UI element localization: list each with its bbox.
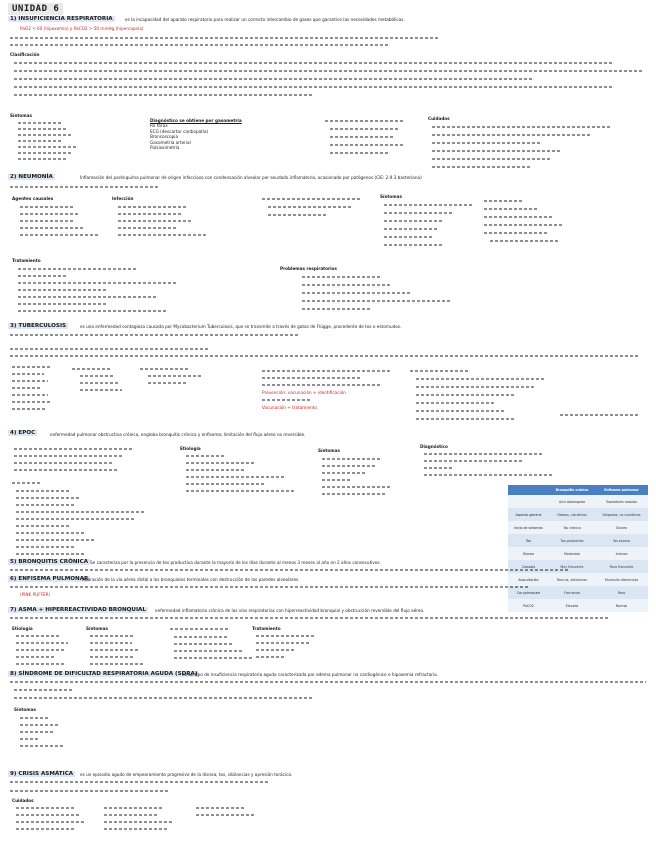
table-cell: Sopladores rosados [595,495,648,508]
section-4-etiologia: Etiología [180,446,201,451]
section-1-heading: 1) INSUFICIENCIA RESPIRATORIA [10,16,113,22]
section-6-heading: 6) ENFISEMA PULMONAR [10,576,89,582]
table-header-row [508,485,648,495]
table-cell: Normal [595,599,648,612]
diag-item: Rx tórax [150,123,168,129]
section-2-heading: 2) NEUMONÍA [10,174,53,180]
table-cell: Murmullo disminuido [595,573,648,586]
comparison-table [508,485,648,612]
table-cell: Auscultación [508,573,549,586]
section-9-heading: 9) CRISIS ASMÁTICA [10,771,74,777]
section-5-heading: 5) BRONQUITIS CRÓNICA [10,559,89,565]
section-1-clasificacion: Clasificación [10,52,40,57]
section-8-sintomas: Síntomas [14,707,36,712]
section-2-sintomas: Síntomas [380,194,402,199]
section-8-text: es un tipo de insuficiencia respiratoria aguda caracterizada por edema pulmonar no cardiogénico e hipoxemia refractaria. [182,672,439,677]
table-cell [508,495,549,508]
section-3-intro: es una enfermedad contagiosa causada por Mycobacterium Tuberculosis, que se transmite a través de gotas de Flügge, procedente de tos o estornudos. [80,324,402,329]
section-1-red-note: PaO2 < 60 (hipoxemia) y PaCO2 > 50 mmHg (hipercapnia) [20,26,144,31]
table-header-cell [508,485,549,495]
table-cell: Disnea [508,547,549,560]
table-cell: Obesos, cianóticos [549,508,595,521]
section-7-tratamiento: Tratamiento [252,626,281,631]
section-7-sintomas: Síntomas [86,626,108,631]
diag-item: ECG (descartar cardiopatía) [150,128,209,134]
table-row [508,495,648,508]
table-cell: Roncus, sibilancias [549,573,595,586]
section-6-text: Alteración de la vía aérea distal a los bronquiolos terminales con destrucción de las paredes alveolares. [82,577,300,582]
section-6-red: (PINK PUFFER) [20,592,51,597]
section-4-diagnostico: Diagnóstico [420,444,448,449]
table-row [508,534,648,547]
table-cell: Frecuente [549,586,595,599]
table-cell: Azul abotargado [549,495,595,508]
table-cell: Poco frecuente [595,560,648,573]
table-row [508,547,648,560]
diag-item: Gasometría arterial [150,139,191,145]
table-cell: Tos escasa [595,534,648,547]
table-cell: Intensa [595,547,648,560]
table-cell: Tos crónica [549,521,595,534]
table-cell: Cianosis [508,560,549,573]
section-9-cuidados: Cuidados [12,798,34,803]
section-3-prevencion: Prevención: vacunación + identificación [262,390,346,395]
page-title: UNIDAD 6 [8,3,63,15]
table-cell: Moderada [549,547,595,560]
diag-item: Broncoscopia [150,134,179,140]
section-3-prevencion-2: Vacunación + tratamiento [262,405,317,410]
table-cell: Delgados, no cianóticos [595,508,648,521]
section-3-heading: 3) TUBERCULOSIS [10,323,67,329]
section-4-intro: enfermedad pulmonar obstructiva crónica, engloba bronquitis crónica y enfisema; limitación del flujo aéreo no reversible. [50,432,306,437]
table-cell: Elevada [549,599,595,612]
table-row [508,521,648,534]
section-2-tratamiento: Tratamiento [12,258,41,263]
section-5-text: Se caracteriza por la presencia de tos productiva durante la mayoría de los días durante al menos 3 meses al año en 2 años consecutivos. [90,560,381,565]
section-4-heading: 4) EPOC [10,430,36,436]
section-2-agentes: Agentes causales [12,196,54,201]
section-1-diagnostico: Diagnóstico se obtiene por gasometría Rx tórax ECG (descartar cardiopatía) Broncoscopia Gasometría arterial Pulsioximetría [150,118,310,150]
section-9-text: es un episodio agudo de empeoramiento progresivo de la disnea, tos, sibilancias y opresión torácica. [80,772,293,777]
table-cell: Tos [508,534,549,547]
section-2-intro: Inflamación del parénquima pulmonar de origen infeccioso con condensación alveolar por exudado inflamatorio, ocasionado por patógenos (CIE: 2.9.3 bacteriana) [80,175,422,180]
table-cell: Aspecto general [508,508,549,521]
table-cell: Cor pulmonale [508,586,549,599]
table-cell: Disnea [595,521,648,534]
section-2-infeccion: Infección [112,196,134,201]
section-7-text: enfermedad inflamatoria crónica de las vías respiratorias con hiperreactividad bronquial y obstrucción reversible del flujo aéreo. [155,608,425,613]
section-1-sintomas: Síntomas [10,113,32,118]
table-cell: Tos productiva [549,534,595,547]
section-1-cuidados: Cuidados [428,116,450,121]
section-1-intro: es la incapacidad del aparato respiratorio para realizar un correcto intercambio de gases que garantice las necesidades metabólicas. [125,17,405,22]
section-7-heading: 7) ASMA + HIPERREACTIVIDAD BRONQUIAL [10,607,146,613]
table-row [508,508,648,521]
diag-item: Pulsioximetría [150,145,180,151]
section-4-sintomas: Síntomas [318,448,340,453]
table-cell: Muy frecuente [549,560,595,573]
table-cell: PaCO2 [508,599,549,612]
section-8-heading: 8) SÍNDROME DE DIFICULTAD RESPIRATORIA AGUDA (SDRA) [10,671,198,677]
section-2-problemas: Problemas respiratorios [280,266,337,271]
table-cell: Raro [595,586,648,599]
table-cell: Inicio de síntomas [508,521,549,534]
table-header-cell: Enfisema pulmonar [595,485,648,495]
section-7-etiologia: Etiología [12,626,33,631]
table-header-cell: Bronquitis crónica [549,485,595,495]
